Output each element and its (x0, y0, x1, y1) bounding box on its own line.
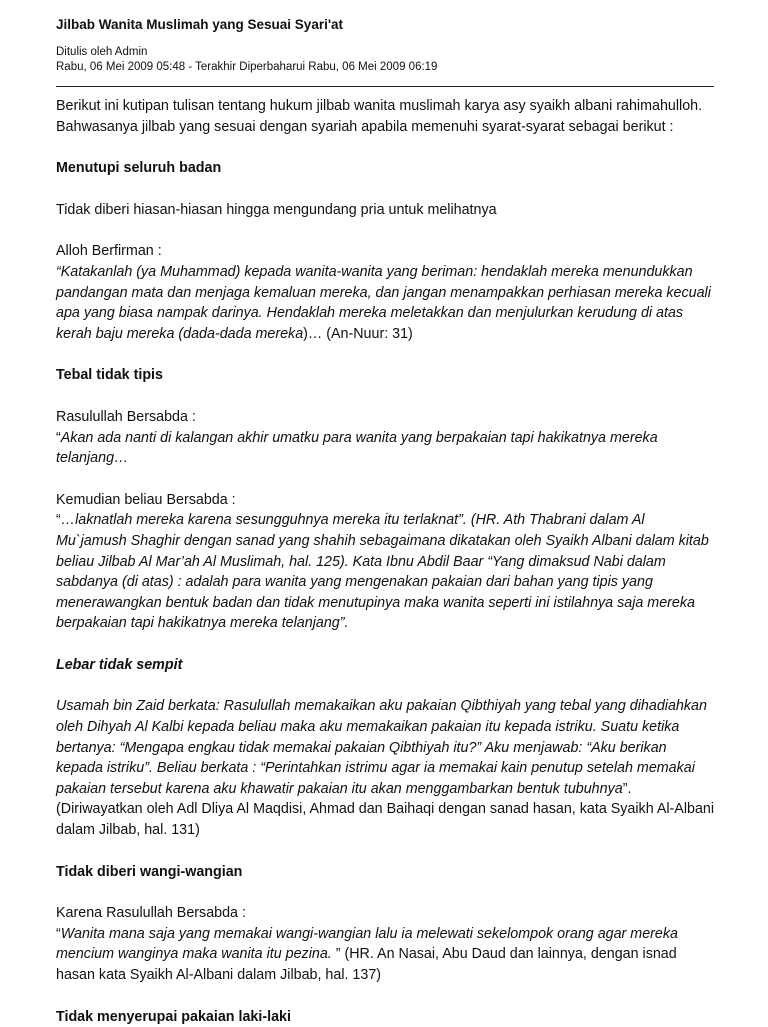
intro-paragraph: Berikut ini kutipan tulisan tentang hukum jilbab wanita muslimah karya asy syaikh albani rahimahulloh. Bahwasanya jilbab yang sesuai dengan syariah apabila memenuhi syarat-syarat sebagai berikut : (56, 98, 703, 135)
hadith-quote: …laknatlah mereka karena sesungguhnya mereka itu terlaknat”. (HR. Ath Thabrani dalam Al Mu`jamush Shaghir dengan sanad yang shahih sebagaimana dikatakan oleh Syaikh Albani dalam kitab beliau Jilbab Al Mar’ah Al Muslimah, hal. 125). Kata Ibnu Abdil Baar “Yang dimaksud Nabi dalam sabdanya (di atas) : adalah para wanita yang mengenakan pakaian dari bahan yang tipis yang menerawangkan bentuk badan dan tidak menutupinya maka wanita seperti ini istilahnya saja mereka berpakaian tapi hakikatnya mereka telanjang”. (56, 512, 709, 632)
document-header (56, 15, 712, 75)
quote-lead: Kemudian beliau Bersabda : (56, 491, 236, 508)
quote-open-mark: “ (56, 429, 61, 446)
quote-reference: ” (HR. An Nasai, Abu Daud dan lainnya, dengan isnad hasan kata Syaikh Al-Albani dalam Jilbab, hal. 137) (56, 946, 677, 983)
date-line: Rabu, 06 Mei 2009 05:48 - Terakhir Diperbaharui Rabu, 06 Mei 2009 06:19 (56, 61, 438, 73)
quote-block (56, 490, 716, 634)
quote-lead: Karena Rasulullah Bersabda : (56, 905, 246, 922)
author-line: Ditulis oleh Admin (56, 46, 148, 58)
hadith-quote: Akan ada nanti di kalangan akhir umatku para wanita yang berpakaian tapi hakikatnya mereka telanjang… (56, 429, 658, 467)
quote-open-mark: “ (56, 512, 61, 529)
hadith-quote: Usamah bin Zaid berkata: Rasulullah memakaikan aku pakaian Qibthiyah yang tebal yang dihadiahkan oleh Dihyah Al Kalbi kepada beliau maka aku memakaikan pakaian itu kepada istriku. Suatu ketika bertanya: “Mengapa engkau tidak memakai pakaian Qibthiyah itu?” Aku menjawab: “Aku berikan kepada istriku”. Beliau berkata : “Perintahkan istrimu agar ia memakai kain penutup setelah memakai pakaian tersebut karena aku khawatir pakaian itu akan menggambarkan bentuk tubuhnya (56, 698, 707, 797)
quran-quote: “Katakanlah (ya Muhammad) kepada wanita-wanita yang beriman: hendaklah mereka menundukkan pandangan mata dan menjaga kemaluan mereka, dan jangan menampakkan perhiasan mereka kecuali apa yang biasa nampak darinya. Hendaklah mereka meletakkan dan menjulurkan kerudung di atas kerah baju mereka (dada-dada mereka (56, 263, 711, 342)
quote-block (56, 241, 716, 344)
section-heading-tebal: Tebal tidak tipis (56, 367, 163, 384)
article-meta (56, 45, 712, 75)
article-body (56, 96, 716, 1027)
section-heading-menutupi: Menutupi seluruh badan (56, 160, 222, 177)
hadith-quote: Wanita mana saja yang memakai wangi-wangian lalu ia melewati sekelompok orang agar mereka mencium wanginya maka wanita itu pezina. (56, 925, 678, 963)
paragraph: Tidak diberi hiasan-hiasan hingga mengundang pria untuk melihatnya (56, 201, 497, 218)
quote-reference: )… (An-Nuur: 31) (303, 325, 413, 342)
quote-open-mark: “ (56, 925, 61, 942)
header-divider (56, 86, 714, 87)
section-heading-lebar: Lebar tidak sempit (56, 656, 183, 673)
quote-block (56, 696, 716, 840)
section-heading-laki-laki: Tidak menyerupai pakaian laki-laki (56, 1008, 291, 1025)
page-title: Jilbab Wanita Muslimah yang Sesuai Syari'at (56, 17, 344, 32)
quote-reference: ”. (Diriwayatkan oleh Adl Dliya Al Maqdisi, Ahmad dan Baihaqi dengan sanad hasan, kata Syaikh Al-Albani dalam Jilbab, hal. 131) (56, 780, 715, 839)
quote-block (56, 903, 716, 985)
quote-block (56, 407, 716, 469)
quote-lead: Rasulullah Bersabda : (56, 408, 196, 425)
quote-lead: Alloh Berfirman : (56, 243, 162, 260)
section-heading-wangi: Tidak diberi wangi-wangian (56, 863, 243, 880)
